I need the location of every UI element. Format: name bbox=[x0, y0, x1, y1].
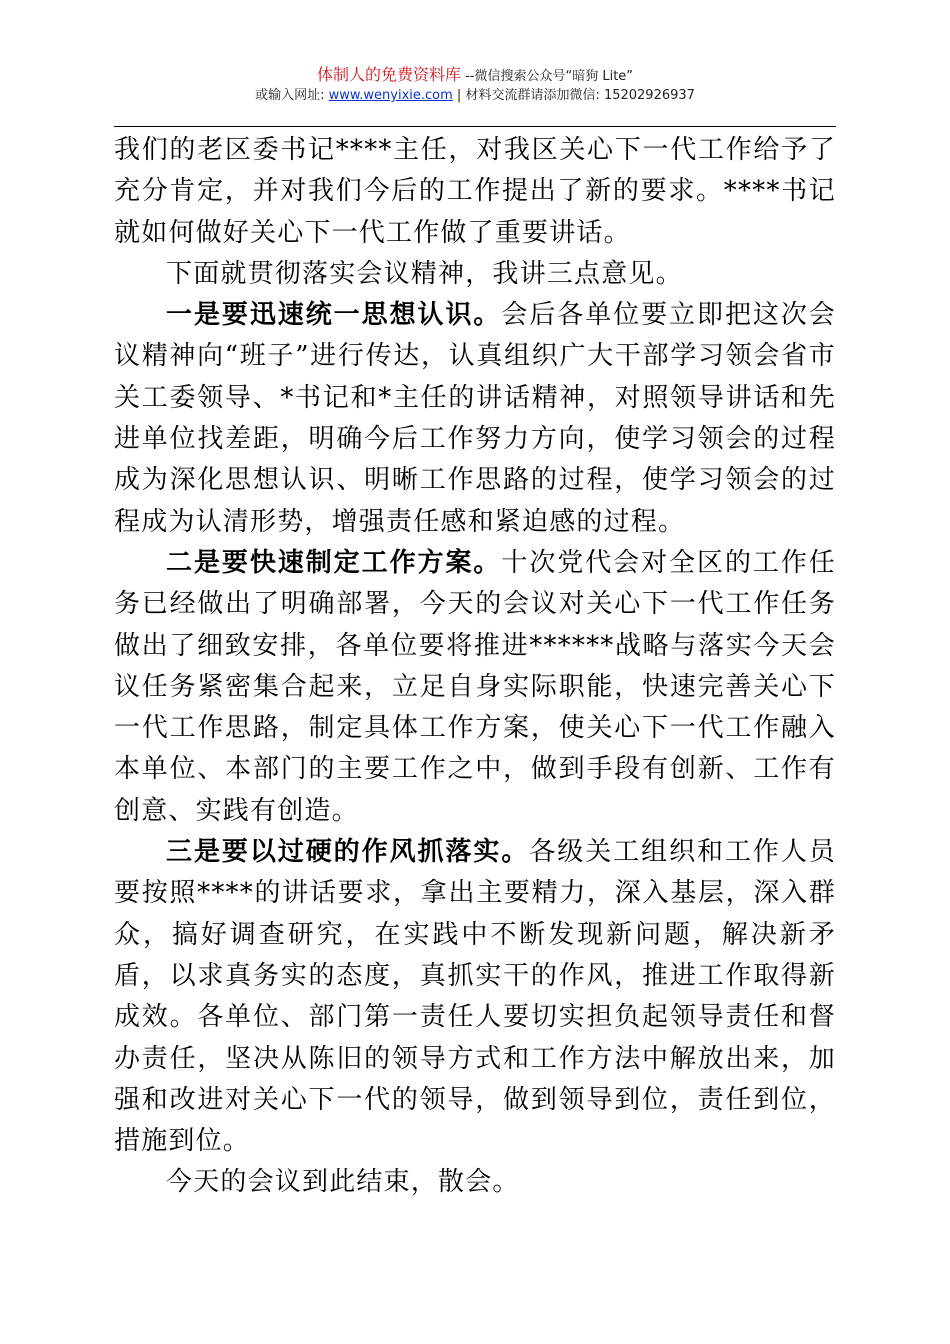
paragraph-point-two bbox=[114, 543, 836, 832]
header-suffix: | 材料交流群请添加微信: 15202926937 bbox=[452, 88, 695, 103]
paragraph-lead: 三是要以过硬的作风抓落实。 bbox=[166, 837, 530, 868]
paragraph-closing bbox=[114, 1162, 836, 1203]
header-note: --微信搜索公众号“暗狗 Lite” bbox=[460, 69, 634, 84]
header-divider bbox=[114, 126, 836, 127]
paragraph-text: 会后各单位要立即把这次会议精神向“班子”进行传达，认真组织广大干部学习领会省市关工委领导、*书记和*主任的讲话精神，对照领导讲话和先进单位找差距，明确今后工作努力方向，使学习领会的过程成为深化思想认识、明晰工作思路的过程，使学习领会的过程成为认清形势，增强责任感和紧迫感的过程。 bbox=[114, 300, 836, 537]
paragraph-text: 我们的老区委书记****主任，对我区关心下一代工作给予了充分肯定，并对我们今后的工作提出了新的要求。****书记就如何做好关心下一代工作做了重要讲话。 bbox=[114, 135, 836, 248]
header-brand: 体制人的免费资料库 bbox=[316, 65, 461, 84]
paragraph-continuation bbox=[114, 130, 836, 254]
paragraph-text: 下面就贯彻落实会议精神，我讲三点意见。 bbox=[166, 258, 683, 289]
header-contact bbox=[0, 86, 950, 106]
paragraph-lead: 二是要快速制定工作方案。 bbox=[166, 547, 502, 578]
paragraph-point-three bbox=[114, 832, 836, 1162]
paragraph-text: 各级关工组织和工作人员要按照****的讲话要求，拿出主要精力，深入基层，深入群众，搞好调查研究，在实践中不断发现新问题，解决新矛盾，以求真务实的态度，真抓实干的作风，推进工作取得新成效。各单位、部门第一责任人要切实担负起领导责任和督办责任，坚决从陈旧的领导方式和工作方法中解放出来，加强和改进对关心下一代的领导，做到领导到位，责任到位，措施到位。 bbox=[114, 837, 837, 1157]
paragraph-lead: 一是要迅速统一思想认识。 bbox=[166, 300, 502, 331]
paragraph-text: 十次党代会对全区的工作任务已经做出了明确部署，今天的会议对关心下一代工作任务做出了细致安排，各单位要将推进******战略与落实今天会议任务紧密集合起来，立足自身实际职能，快速完善关心下一代工作思路，制定具体工作方案，使关心下一代工作融入本单位、本部门的主要工作之中，做到手段有创新、工作有创意、实践有创造。 bbox=[114, 547, 836, 826]
website-link[interactable]: www.wenyixie.com bbox=[328, 88, 453, 103]
header-banner bbox=[0, 64, 950, 86]
paragraph-point-one bbox=[114, 295, 836, 543]
header-prefix: 或输入网址: bbox=[255, 88, 329, 103]
paragraph-text: 今天的会议到此结束，散会。 bbox=[166, 1167, 520, 1198]
document-body bbox=[114, 130, 836, 1204]
page-header bbox=[0, 64, 950, 106]
paragraph-intro bbox=[114, 254, 836, 295]
